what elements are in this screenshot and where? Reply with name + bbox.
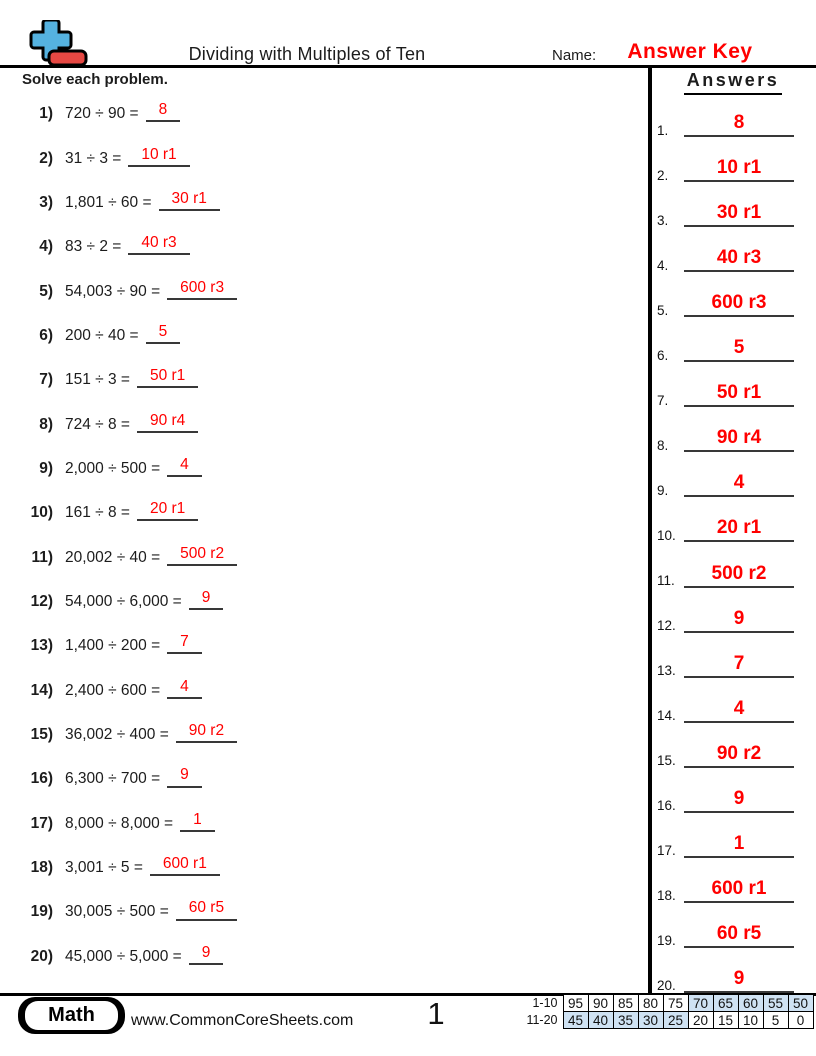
answer-key-number: 13. bbox=[657, 663, 676, 679]
answer-key-value: 7 bbox=[684, 654, 794, 678]
answer-key-list bbox=[654, 92, 804, 993]
score-row-1 bbox=[519, 995, 813, 1012]
problem-row bbox=[23, 654, 623, 698]
answer-key-number: 1. bbox=[657, 122, 669, 138]
answer-key-value: 20 r1 bbox=[684, 518, 794, 542]
score-cell: 25 bbox=[663, 1012, 688, 1029]
problem-answer-blank: 50 r1 bbox=[137, 367, 198, 388]
answer-key-value: 4 bbox=[684, 699, 794, 723]
problem-row bbox=[23, 344, 623, 388]
answer-key-value: 90 r4 bbox=[684, 428, 794, 452]
problem-row bbox=[23, 832, 623, 876]
problem-answer-blank: 90 r2 bbox=[176, 722, 237, 743]
page-title: Dividing with Multiples of Ten bbox=[188, 44, 426, 64]
answer-key-value: 50 r1 bbox=[684, 383, 794, 407]
answer-key-number: 8. bbox=[657, 437, 669, 453]
problem-expression: 20,002 ÷ 40 = bbox=[65, 548, 161, 566]
problem-number: 4) bbox=[39, 238, 53, 256]
problem-row bbox=[23, 921, 623, 965]
problem-expression: 2,000 ÷ 500 = bbox=[65, 460, 161, 478]
problem-number: 14) bbox=[30, 681, 53, 699]
problem-row bbox=[23, 78, 623, 122]
problem-expression: 1,801 ÷ 60 = bbox=[65, 193, 152, 211]
score-cell: 95 bbox=[563, 995, 588, 1012]
answer-key-row bbox=[654, 678, 804, 723]
problem-row bbox=[23, 300, 623, 344]
problem-expression: 8,000 ÷ 8,000 = bbox=[65, 814, 174, 832]
header-divider bbox=[0, 65, 816, 68]
answer-key-row bbox=[654, 92, 804, 137]
answer-key-row bbox=[654, 272, 804, 317]
answer-key-value: 5 bbox=[684, 338, 794, 362]
answer-key-number: 7. bbox=[657, 392, 669, 408]
answer-key-row bbox=[654, 813, 804, 858]
answer-key-row bbox=[654, 588, 804, 633]
problem-row bbox=[23, 743, 623, 787]
answer-key-value: 600 r3 bbox=[684, 293, 794, 317]
problem-expression: 30,005 ÷ 500 = bbox=[65, 903, 169, 921]
score-cell: 10 bbox=[738, 1012, 763, 1029]
problem-number: 1) bbox=[39, 105, 53, 123]
score-row-2-label: 11-20 bbox=[526, 1013, 558, 1027]
score-cell: 60 bbox=[738, 995, 763, 1012]
problem-number: 18) bbox=[30, 859, 53, 877]
score-conversion-table bbox=[519, 994, 814, 1029]
problem-number: 10) bbox=[30, 504, 53, 522]
answer-key-row bbox=[654, 362, 804, 407]
problem-row bbox=[23, 699, 623, 743]
answer-key-value: 9 bbox=[684, 789, 794, 813]
answer-key-number: 9. bbox=[657, 482, 669, 498]
answer-key-value: 30 r1 bbox=[684, 203, 794, 227]
answer-key-row bbox=[654, 137, 804, 182]
problem-answer-blank: 40 r3 bbox=[128, 234, 189, 255]
answers-header: Answers bbox=[684, 70, 783, 95]
problem-number: 9) bbox=[39, 460, 53, 478]
answer-key-row bbox=[654, 407, 804, 452]
problems-list bbox=[23, 78, 623, 965]
score-cell: 70 bbox=[688, 995, 713, 1012]
answer-key-number: 3. bbox=[657, 212, 669, 228]
answer-key-number: 11. bbox=[657, 573, 675, 589]
problem-expression: 36,002 ÷ 400 = bbox=[65, 726, 169, 744]
answer-key-row bbox=[654, 497, 804, 542]
website-url: www.CommonCoreSheets.com bbox=[131, 1012, 354, 1029]
answer-key-value: 9 bbox=[684, 969, 794, 993]
answer-key-value: 9 bbox=[684, 609, 794, 633]
problem-expression: 45,000 ÷ 5,000 = bbox=[65, 947, 182, 965]
subject-badge-label: Math bbox=[25, 1001, 118, 1030]
problem-expression: 1,400 ÷ 200 = bbox=[65, 637, 161, 655]
problem-answer-blank: 4 bbox=[167, 456, 202, 477]
problem-row bbox=[23, 388, 623, 432]
problem-number: 19) bbox=[30, 903, 53, 921]
problem-number: 2) bbox=[39, 149, 53, 167]
score-cell: 40 bbox=[588, 1012, 613, 1029]
answer-key-value: 1 bbox=[684, 834, 794, 858]
answer-key-number: 19. bbox=[657, 933, 676, 949]
problem-row bbox=[23, 433, 623, 477]
problem-expression: 161 ÷ 8 = bbox=[65, 504, 130, 522]
problem-answer-blank: 20 r1 bbox=[137, 500, 198, 521]
answer-key-row bbox=[654, 182, 804, 227]
problem-answer-blank: 9 bbox=[167, 766, 202, 787]
instructions-text: Solve each problem. bbox=[22, 71, 168, 88]
problem-row bbox=[23, 788, 623, 832]
problem-answer-blank: 7 bbox=[167, 633, 202, 654]
answer-key-value: 600 r1 bbox=[684, 879, 794, 903]
answer-key-value: 10 r1 bbox=[684, 158, 794, 182]
score-cell: 30 bbox=[638, 1012, 663, 1029]
answer-key-number: 5. bbox=[657, 302, 669, 318]
problem-number: 15) bbox=[30, 726, 53, 744]
score-cell: 35 bbox=[613, 1012, 638, 1029]
plus-minus-icon bbox=[28, 20, 90, 68]
answer-key-value: 4 bbox=[684, 473, 794, 497]
problem-number: 6) bbox=[39, 327, 53, 345]
score-cell: 75 bbox=[663, 995, 688, 1012]
problem-row bbox=[23, 876, 623, 920]
answer-key-row bbox=[654, 227, 804, 272]
problem-row bbox=[23, 477, 623, 521]
answer-key-number: 17. bbox=[657, 843, 676, 859]
name-value-answer-key: Answer Key bbox=[627, 40, 753, 63]
problem-number: 5) bbox=[39, 282, 53, 300]
answer-key-number: 16. bbox=[657, 798, 676, 814]
problem-answer-blank: 5 bbox=[146, 323, 181, 344]
problem-expression: 31 ÷ 3 = bbox=[65, 149, 122, 167]
problem-expression: 83 ÷ 2 = bbox=[65, 238, 122, 256]
answer-key-row bbox=[654, 452, 804, 497]
problem-answer-blank: 60 r5 bbox=[176, 899, 237, 920]
subject-badge bbox=[18, 997, 125, 1034]
score-cell: 50 bbox=[788, 995, 813, 1012]
problem-expression: 2,400 ÷ 600 = bbox=[65, 681, 161, 699]
problem-row bbox=[23, 255, 623, 299]
answer-key-row bbox=[654, 723, 804, 768]
problem-number: 3) bbox=[39, 193, 53, 211]
answer-key-row bbox=[654, 903, 804, 948]
page-number: 1 bbox=[427, 996, 445, 1031]
answer-key-value: 500 r2 bbox=[684, 564, 794, 588]
name-label: Name: bbox=[552, 47, 597, 64]
answer-key-number: 2. bbox=[657, 167, 669, 183]
answer-key-row bbox=[654, 948, 804, 993]
score-cell: 45 bbox=[563, 1012, 588, 1029]
problem-number: 7) bbox=[39, 371, 53, 389]
problem-answer-blank: 1 bbox=[180, 811, 215, 832]
problem-number: 20) bbox=[30, 947, 53, 965]
problem-number: 11) bbox=[31, 548, 53, 566]
score-row-1-label: 1-10 bbox=[532, 996, 558, 1010]
problem-number: 13) bbox=[30, 637, 53, 655]
problem-answer-blank: 4 bbox=[167, 678, 202, 699]
score-cell: 85 bbox=[613, 995, 638, 1012]
problem-row bbox=[23, 610, 623, 654]
problem-answer-blank: 600 r1 bbox=[150, 855, 220, 876]
answer-key-row bbox=[654, 768, 804, 813]
answer-key-number: 20. bbox=[657, 978, 676, 994]
problem-expression: 54,003 ÷ 90 = bbox=[65, 282, 161, 300]
problem-number: 12) bbox=[30, 593, 53, 611]
problem-row bbox=[23, 566, 623, 610]
answer-key-number: 18. bbox=[657, 888, 676, 904]
problem-expression: 3,001 ÷ 5 = bbox=[65, 859, 143, 877]
answer-key-number: 6. bbox=[657, 347, 669, 363]
problem-row bbox=[23, 521, 623, 565]
answer-key-value: 8 bbox=[684, 113, 794, 137]
score-cell: 55 bbox=[763, 995, 788, 1012]
problem-expression: 200 ÷ 40 = bbox=[65, 327, 139, 345]
answers-column-separator bbox=[648, 68, 652, 994]
score-cell: 5 bbox=[763, 1012, 788, 1029]
answer-key-row bbox=[654, 542, 804, 587]
problem-number: 17) bbox=[30, 814, 53, 832]
problem-answer-blank: 9 bbox=[189, 944, 224, 965]
answer-key-row bbox=[654, 858, 804, 903]
problem-answer-blank: 30 r1 bbox=[159, 190, 220, 211]
answer-key-value: 40 r3 bbox=[684, 248, 794, 272]
problem-number: 16) bbox=[30, 770, 53, 788]
problem-row bbox=[23, 167, 623, 211]
problem-answer-blank: 500 r2 bbox=[167, 545, 237, 566]
score-cell: 80 bbox=[638, 995, 663, 1012]
score-table-body bbox=[519, 995, 813, 1029]
answer-key-number: 12. bbox=[657, 618, 676, 634]
score-cell: 90 bbox=[588, 995, 613, 1012]
answer-key-row bbox=[654, 317, 804, 362]
problem-answer-blank: 9 bbox=[189, 589, 224, 610]
problem-answer-blank: 90 r4 bbox=[137, 412, 198, 433]
score-cell: 0 bbox=[788, 1012, 813, 1029]
score-cell: 20 bbox=[688, 1012, 713, 1029]
answer-key-value: 90 r2 bbox=[684, 744, 794, 768]
problem-expression: 54,000 ÷ 6,000 = bbox=[65, 593, 182, 611]
answer-key-value: 60 r5 bbox=[684, 924, 794, 948]
score-cell: 15 bbox=[713, 1012, 738, 1029]
answer-key-number: 4. bbox=[657, 257, 669, 273]
answer-key-number: 14. bbox=[657, 708, 676, 724]
problem-row bbox=[23, 122, 623, 166]
problem-expression: 720 ÷ 90 = bbox=[65, 105, 139, 123]
problem-answer-blank: 8 bbox=[146, 101, 181, 122]
problem-row bbox=[23, 211, 623, 255]
score-row-2 bbox=[519, 1012, 813, 1029]
answer-key-number: 10. bbox=[657, 527, 676, 543]
problem-answer-blank: 600 r3 bbox=[167, 279, 237, 300]
answer-key-number: 15. bbox=[657, 753, 676, 769]
problem-expression: 6,300 ÷ 700 = bbox=[65, 770, 161, 788]
score-cell: 65 bbox=[713, 995, 738, 1012]
problem-expression: 151 ÷ 3 = bbox=[65, 371, 130, 389]
problem-expression: 724 ÷ 8 = bbox=[65, 415, 130, 433]
problem-answer-blank: 10 r1 bbox=[128, 146, 189, 167]
answer-key-row bbox=[654, 633, 804, 678]
problem-number: 8) bbox=[39, 415, 53, 433]
